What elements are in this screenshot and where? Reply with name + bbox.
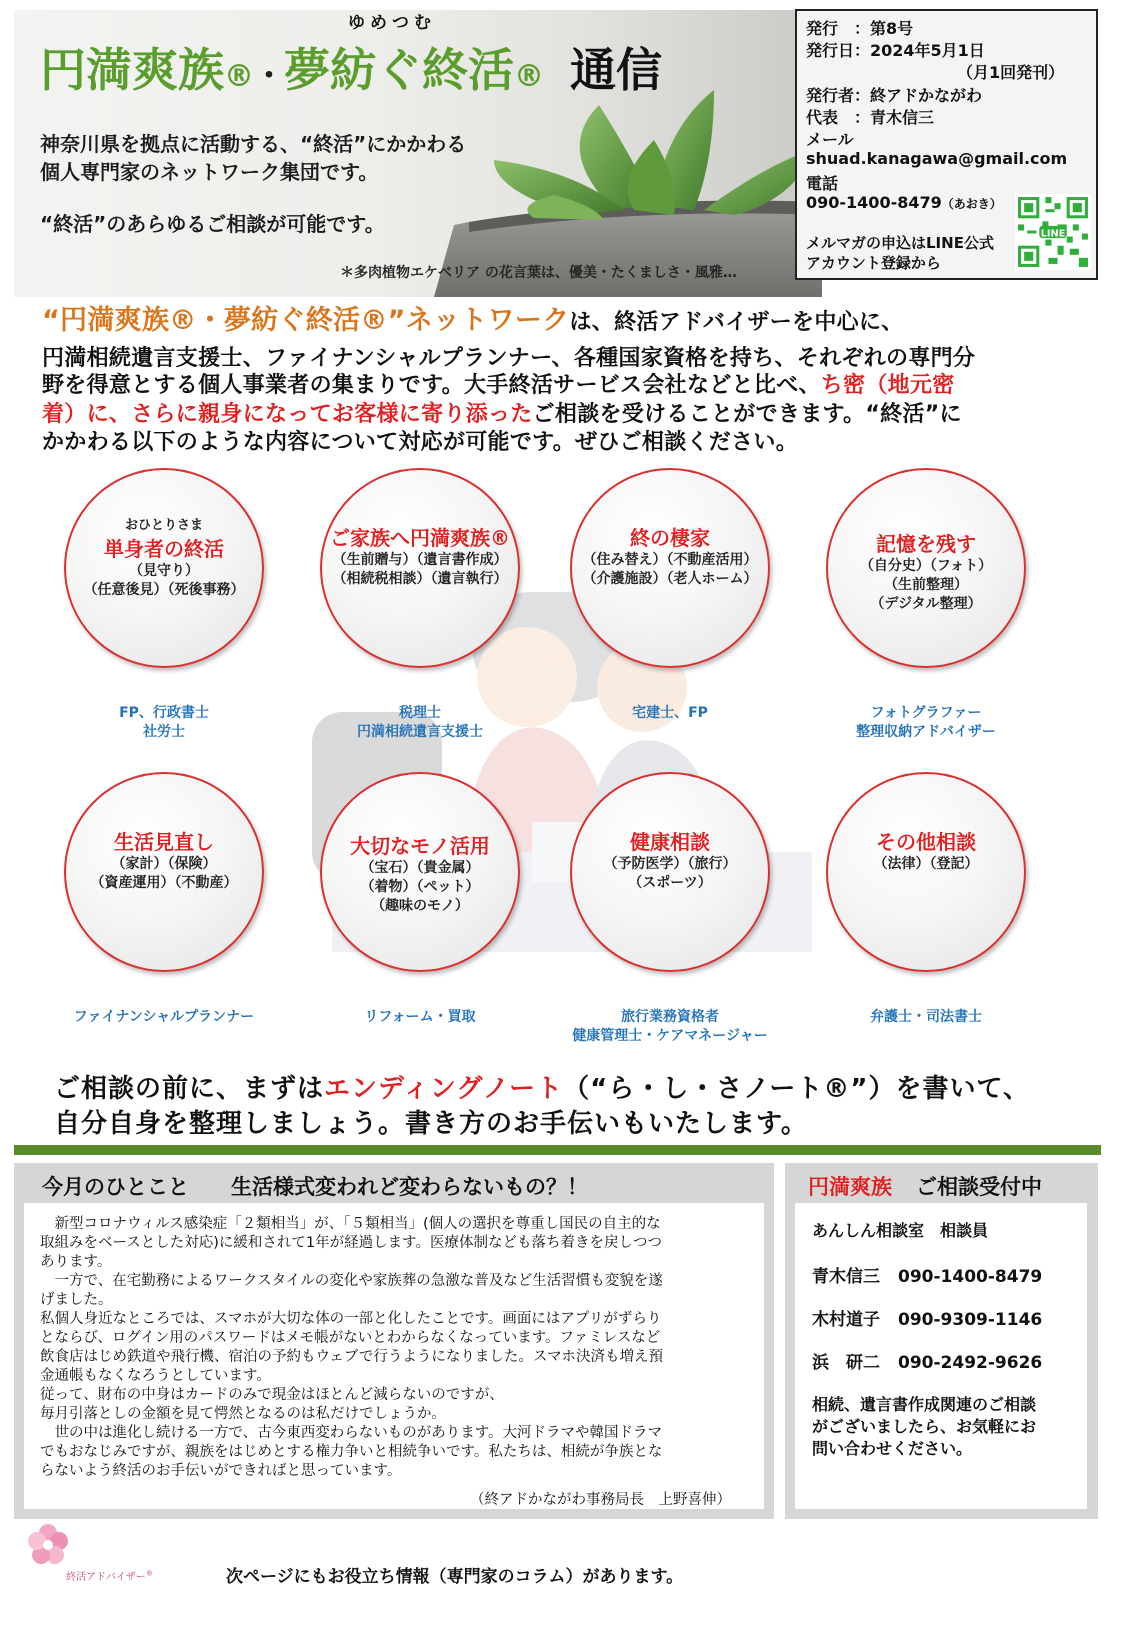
consult-note: がございましたら、お気軽にお <box>812 1417 1037 1436</box>
circle-title: 記憶を残す <box>876 532 976 556</box>
line-qr-code-icon[interactable] <box>1015 194 1091 270</box>
circle-professionals <box>796 704 1056 742</box>
intro-highlight: 着）に、さらに親身になってお客様に寄り添った <box>42 402 533 427</box>
intro-line-4 <box>42 397 962 428</box>
column-line: 飲食店はじめ鉄道や飛行機、宿泊の予約もウェブで行うようになりました。スマホ決済も増え預 <box>40 1349 664 1365</box>
title-ruby: ゆめつむ <box>348 13 436 33</box>
column-line: 新型コロナウィルス感染症「２類相当」が、「５類相当」(個人の選択を尊重し国民の自主的な <box>40 1216 661 1232</box>
ending-note-highlight: エンディングノート <box>324 1074 564 1104</box>
page-title <box>40 34 662 100</box>
circle-item: （スポーツ） <box>628 875 712 891</box>
intro-line-5: かかわる以下のような内容について対応が可能です。ぜひご相談ください。 <box>42 430 799 455</box>
circle-title: ご家族へ円満爽族® <box>330 526 510 550</box>
circle-professionals <box>290 1008 550 1027</box>
intro-text: は、終活アドバイザーを中心に、 <box>569 310 904 335</box>
issue-info-box <box>795 9 1098 280</box>
consult-title-text: ご相談受付中 <box>916 1175 1042 1199</box>
consultant-name: 青木信三 <box>812 1267 880 1287</box>
ending-text: （“ら・し・さノート®”）を書いて、 <box>563 1074 1031 1104</box>
consultant-row <box>812 1262 1042 1287</box>
phone-note: （あおき） <box>941 197 1002 211</box>
next-page-note: 次ページにもお役立ち情報（専門家のコラム）があります。 <box>226 1567 684 1587</box>
circle-item: （法律）（登記） <box>873 856 979 872</box>
column-heading: 今月のひとこと 生活様式変われど変わらないもの？！ <box>42 1175 588 1199</box>
professional-title: 旅行業務資格者 <box>621 1009 719 1025</box>
service-circle <box>320 772 520 972</box>
ending-text: ご相談の前に、まずは <box>54 1074 325 1104</box>
title-dot: ・ <box>254 59 284 94</box>
issue-number: 発行 ：第8号 <box>806 19 914 38</box>
circle-title: 生活見直し <box>114 830 214 854</box>
circle-professionals <box>34 1008 294 1027</box>
circle-title: 単身者の終活 <box>104 537 224 561</box>
line-note: メルマガの申込はLINE公式 <box>806 234 994 252</box>
service-circle <box>64 772 264 972</box>
consultant-name: 木村道子 <box>812 1310 880 1330</box>
title-part2: 夢紡ぐ終活 <box>284 43 514 97</box>
consultant-phone[interactable]: 090-1400-8479 <box>898 1267 1043 1287</box>
mail-label: メール <box>806 130 854 149</box>
circle-item: （相続税相談）（遺言執行） <box>332 571 508 587</box>
email-address[interactable]: shuad.kanagawa@gmail.com <box>806 149 1068 168</box>
circle-professionals <box>290 704 550 742</box>
consult-title-brand: 円満爽族 <box>808 1175 892 1199</box>
column-signature: （終アドかながわ事務局長 上野喜伸） <box>470 1492 731 1508</box>
circle-item: （デジタル整理） <box>870 596 982 612</box>
intro-line-3 <box>42 368 955 399</box>
consultant-row <box>812 1305 1042 1330</box>
circle-item: （任意後見）（死後事務） <box>83 582 245 598</box>
intro-line-1 <box>42 298 904 337</box>
divider-bar <box>14 1145 1101 1155</box>
circle-item: （家計）（保険） <box>111 856 217 872</box>
ending-note-line-2: 自分自身を整理しましょう。書き方のお手伝いもいたします。 <box>54 1109 808 1139</box>
service-circle <box>64 468 264 668</box>
circle-title: その他相談 <box>876 830 976 854</box>
professional-title: 社労士 <box>143 724 185 740</box>
circle-item: （見守り） <box>129 563 199 579</box>
logo-text <box>66 1568 153 1583</box>
representative: 代表 ：青木信三 <box>806 108 935 127</box>
circle-item: （介護施設）（老人ホーム） <box>582 571 758 587</box>
professional-title: 円満相続遺言支援士 <box>357 724 483 740</box>
column-line: 金通帳もなくなろうとしています。 <box>40 1368 271 1384</box>
circle-item: （趣味のモノ） <box>371 898 469 914</box>
circle-item: （着物）（ペット） <box>360 879 480 895</box>
column-line: 毎月引落としの金額を見て愕然となるのは私だけでしょうか。 <box>40 1406 446 1422</box>
service-circle <box>826 468 1026 668</box>
phone-label: 電話 <box>806 174 839 193</box>
phone-value: 090-1400-8479 <box>806 193 942 212</box>
banner-intro-line: “終活”のあらゆるご相談が可能です。 <box>40 212 385 236</box>
column-line: 従って、財布の中身はカードのみで現金はほとんど減らないのですが、 <box>40 1387 504 1403</box>
plant-note: ＊多肉植物エケベリア の花言葉は、優美・たくましさ・風雅… <box>340 265 737 281</box>
circle-title: 健康相談 <box>630 830 710 854</box>
circle-professionals <box>796 1008 1056 1027</box>
service-circle <box>570 772 770 972</box>
line-note: アカウント登録から <box>806 254 941 272</box>
column-line: あります。 <box>40 1254 112 1270</box>
banner-intro-line: 個人専門家のネットワーク集団です。 <box>40 160 379 184</box>
consultant-phone[interactable]: 090-9309-1146 <box>898 1310 1043 1330</box>
issue-frequency: （月1回発刊） <box>957 63 1065 82</box>
circle-professionals <box>540 704 800 723</box>
circle-item: （生前整理） <box>884 577 968 593</box>
column-line: らないよう終活のお手伝いができればと思っています。 <box>40 1463 402 1479</box>
column-line: 取組みをベースとした対応)に緩和されて1年が経過します。医療体制なども落ち着きを戻しつつ <box>40 1235 662 1251</box>
column-line: 一方で、在宅勤務によるワークスタイルの変化や家族葬の急激な普及など生活習慣も変貌を遂 <box>40 1273 663 1289</box>
intro-line-2: 円満相続遺言支援士、ファイナンシャルプランナー、各種国家資格を持ち、それぞれの専門分 <box>42 346 976 371</box>
professional-title: 宅建士、FP <box>632 705 708 721</box>
professional-title: 弁護士・司法書士 <box>870 1009 982 1025</box>
professional-title: リフォーム・買取 <box>364 1009 476 1025</box>
logo-registered-mark: ® <box>145 1569 153 1578</box>
column-line: 私個人身近なところでは、スマホが大切な体の一部と化したことです。画面にはアプリがずらり <box>40 1311 662 1327</box>
title-part3: 通信 <box>570 43 662 97</box>
circle-title: 終の棲家 <box>630 526 710 550</box>
circle-item: （宝石）（貴金属） <box>360 860 480 876</box>
banner-intro-line: 神奈川県を拠点に活動する、“終活”にかかわる <box>40 132 467 156</box>
professional-title: ファイナンシャルプランナー <box>73 1009 255 1025</box>
circle-ruby: おひとりさま <box>124 518 203 533</box>
professional-title: 税理士 <box>399 705 441 721</box>
consultant-row <box>812 1348 1042 1373</box>
column-line: 世の中は進化し続ける一方で、古今東西変わらないものがあります。大河ドラマや韓国ドラマ <box>40 1425 663 1441</box>
intro-text: 野を得意とする個人事業者の集まりです。大手終活サービス会社などと比べ、 <box>42 373 821 398</box>
circle-professionals <box>34 704 294 742</box>
circle-item: （資産運用）（不動産） <box>90 875 238 891</box>
consultant-name: 浜 研二 <box>812 1353 880 1373</box>
publisher: 発行者：終アドかながわ <box>806 86 983 105</box>
logo-text-main: 終活アドバイザー <box>66 1572 146 1583</box>
circle-item: （自分史）（フォト） <box>859 558 993 574</box>
circle-item: （予防医学）（旅行） <box>603 856 737 872</box>
issue-date: 発行日：2024年5月1日 <box>806 41 985 60</box>
circle-professionals <box>540 1008 800 1046</box>
consultant-phone[interactable]: 090-2492-9626 <box>898 1353 1043 1373</box>
registered-mark: ® <box>224 59 254 94</box>
column-line: でもおなじみですが、親族をはじめとする権力争いと相続争いです。私たちは、相続が争族とな <box>40 1444 663 1460</box>
professional-title: 整理収納アドバイザー <box>856 724 996 740</box>
intro-text: ご相談を受けることができます。“終活”に <box>532 402 962 427</box>
registered-mark: ® <box>514 59 544 94</box>
service-circle <box>570 468 770 668</box>
service-circle <box>826 772 1026 972</box>
professional-title: フォトグラファー <box>870 705 982 721</box>
network-name: “円満爽族®・夢紡ぐ終活®”ネットワーク <box>42 305 570 336</box>
circle-item: （生前贈与）（遺言書作成） <box>332 552 508 568</box>
intro-highlight: ち密（地元密 <box>820 373 955 398</box>
professional-title: FP、行政書士 <box>119 705 209 721</box>
ending-note-line-1 <box>54 1068 1030 1105</box>
professional-title: 健康管理士・ケアマネージャー <box>572 1028 768 1044</box>
consult-title <box>808 1171 1042 1201</box>
title-part1: 円満爽族 <box>40 43 224 97</box>
consult-note: 問い合わせください。 <box>812 1439 973 1458</box>
consult-room: あんしん相談室 相談員 <box>812 1221 989 1240</box>
circle-title: 大切なモノ活用 <box>350 834 490 858</box>
circle-item: （住み替え）（不動産活用） <box>582 552 758 568</box>
column-line: とならび、ログイン用のパスワードはメモ帳がないとわからなくなっています。ファミレスなど <box>40 1330 661 1346</box>
service-circle <box>320 468 520 668</box>
phone-number[interactable] <box>806 193 1002 212</box>
consult-note: 相続、遺言書作成関連のご相談 <box>812 1395 1037 1414</box>
column-line: げました。 <box>40 1292 113 1308</box>
qr-line-label: LINE <box>1040 228 1066 240</box>
